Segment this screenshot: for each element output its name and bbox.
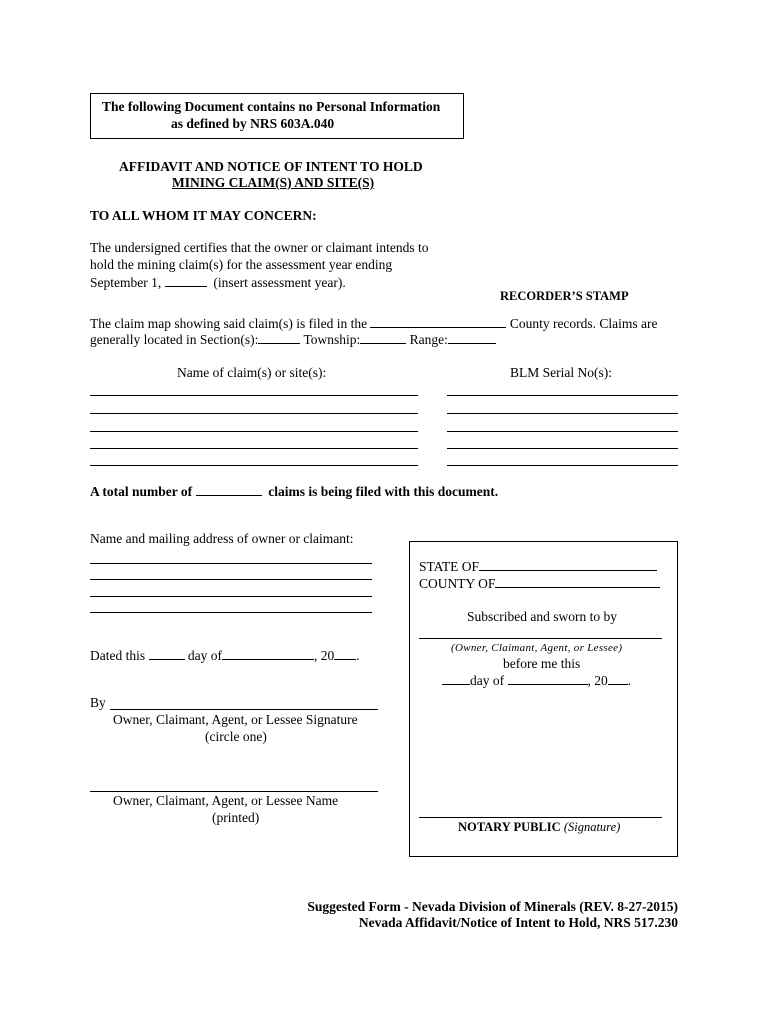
notary-public-label — [458, 820, 620, 835]
signature-field[interactable] — [110, 709, 378, 710]
document-title-line1: AFFIDAVIT AND NOTICE OF INTENT TO HOLD — [119, 159, 423, 174]
by-label: By — [90, 695, 106, 710]
notary-state-line — [419, 558, 657, 575]
owner-address-label: Name and mailing address of owner or claimant: — [90, 531, 354, 546]
dated-month-field[interactable] — [222, 647, 314, 660]
blm-serial-field-5[interactable] — [447, 465, 678, 466]
owner-address-field-3[interactable] — [90, 596, 372, 597]
notary-signature-caption: (Signature) — [563, 820, 621, 834]
certification-line2: hold the mining claim(s) for the assessment year ending — [90, 257, 393, 272]
blm-header: BLM Serial No(s): — [510, 365, 612, 380]
name-caption-line1: Owner, Claimant, Agent, or Lessee Name — [113, 793, 339, 808]
assessment-year-field[interactable] — [165, 274, 207, 287]
claim-name-field-5[interactable] — [90, 465, 418, 466]
dated-end: . — [356, 648, 360, 663]
notary-date-line — [442, 672, 631, 689]
footer-line2: Nevada Affidavit/Notice of Intent to Hold, NRS 517.230 — [358, 915, 678, 930]
section-field[interactable] — [258, 331, 300, 344]
notary-day-of: day of — [470, 673, 505, 688]
salutation: TO ALL WHOM IT MAY CONCERN: — [90, 208, 317, 223]
blm-serial-field-3[interactable] — [447, 431, 678, 432]
dated-day-of: day of — [187, 648, 222, 663]
certification-line3 — [90, 274, 346, 291]
notary-role-caption: (Owner, Claimant, Agent, or Lessee) — [451, 642, 623, 654]
notary-county-label: COUNTY OF — [419, 576, 496, 591]
blm-serial-field-1[interactable] — [447, 395, 678, 396]
claim-map-line2 — [90, 331, 496, 348]
notary-county-field[interactable] — [495, 575, 660, 588]
notary-before-me: before me this — [503, 656, 581, 671]
name-caption-line2: (printed) — [212, 810, 260, 825]
notary-public-text: NOTARY PUBLIC — [458, 820, 561, 834]
range-label: Range: — [409, 332, 448, 347]
section-label: generally located in Section(s): — [90, 332, 259, 347]
signature-caption-line1: Owner, Claimant, Agent, or Lessee Signature — [113, 712, 358, 727]
blm-serial-field-2[interactable] — [447, 413, 678, 414]
notary-month-field[interactable] — [508, 672, 588, 685]
claim-name-field-1[interactable] — [90, 395, 418, 396]
total-claims-suffix: claims is being filed with this document. — [268, 484, 499, 499]
assessment-year-suffix: (insert assessment year). — [213, 275, 346, 290]
township-label: Township: — [303, 332, 361, 347]
total-claims-statement — [90, 483, 498, 500]
signature-caption-line2: (circle one) — [205, 729, 267, 744]
dated-day-field[interactable] — [149, 647, 185, 660]
owner-address-field-2[interactable] — [90, 579, 372, 580]
notary-end: . — [627, 673, 632, 688]
printed-name-field[interactable] — [90, 791, 378, 792]
claim-name-field-3[interactable] — [90, 431, 418, 432]
owner-address-field-1[interactable] — [90, 563, 372, 564]
notary-state-field[interactable] — [479, 558, 657, 571]
notary-year-prefix: , 20 — [587, 673, 608, 688]
claim-map-line1 — [90, 315, 658, 332]
dated-year-field[interactable] — [334, 647, 356, 660]
dated-line — [90, 647, 360, 664]
document-title-line2: MINING CLAIM(S) AND SITE(S) — [172, 175, 375, 190]
assessment-year-prefix: September 1, — [90, 275, 162, 290]
claim-name-field-2[interactable] — [90, 413, 418, 414]
county-field[interactable] — [370, 315, 506, 328]
notary-signature-field[interactable] — [419, 817, 662, 818]
notary-state-label: STATE OF — [419, 559, 480, 574]
claim-map-suffix: County records. Claims are — [509, 316, 658, 331]
total-claims-prefix: A total number of — [90, 484, 193, 499]
dated-year-prefix: , 20 — [314, 648, 335, 663]
claim-name-field-4[interactable] — [90, 448, 418, 449]
owner-address-field-4[interactable] — [90, 612, 372, 613]
certification-line1: The undersigned certifies that the owner or claimant intends to — [90, 240, 429, 255]
privacy-notice-line2: as defined by NRS 603A.040 — [171, 116, 335, 131]
footer-line1: Suggested Form - Nevada Division of Minerals (REV. 8-27-2015) — [307, 899, 678, 914]
notary-county-line — [419, 575, 660, 592]
privacy-notice-line1: The following Document contains no Personal Information — [102, 99, 441, 114]
notary-year-field[interactable] — [608, 672, 628, 685]
range-field[interactable] — [448, 331, 496, 344]
dated-prefix: Dated this — [90, 648, 146, 663]
blm-serial-field-4[interactable] — [447, 448, 678, 449]
notary-day-field[interactable] — [442, 672, 470, 685]
notary-subscribed: Subscribed and sworn to by — [467, 609, 617, 624]
recorders-stamp-label: RECORDER’S STAMP — [500, 289, 629, 303]
notary-sworn-by-field[interactable] — [419, 638, 662, 639]
claim-map-prefix: The claim map showing said claim(s) is filed in the — [90, 316, 368, 331]
total-claims-field[interactable] — [196, 483, 262, 496]
township-field[interactable] — [360, 331, 406, 344]
claims-header: Name of claim(s) or site(s): — [177, 365, 327, 380]
